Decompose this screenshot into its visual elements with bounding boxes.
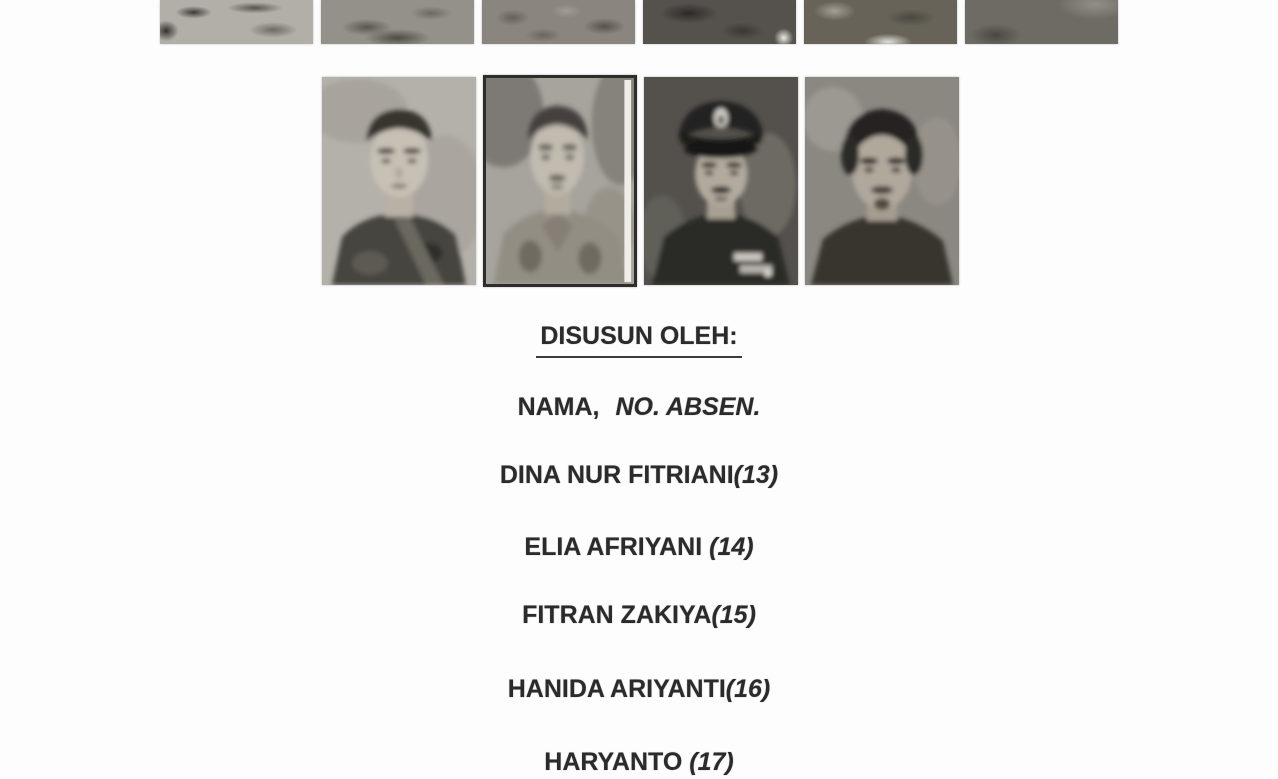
cropped-photo-5 xyxy=(804,0,957,44)
member-absen: (14) xyxy=(702,533,754,561)
portrait-photo-1 xyxy=(322,77,476,285)
member-row-3 xyxy=(0,598,1278,632)
cropped-photo-6 xyxy=(965,0,1118,44)
portrait-officer-peaked-cap-image xyxy=(644,77,798,285)
member-row-5 xyxy=(0,745,1278,779)
portrait-photo-4 xyxy=(805,77,959,285)
member-absen: (15) xyxy=(711,601,756,629)
member-row-4 xyxy=(0,672,1278,706)
subheading-no-absen-label: NO. ABSEN. xyxy=(615,393,761,421)
member-row-2 xyxy=(0,530,1278,564)
portrait-row xyxy=(322,77,959,285)
member-absen: (17) xyxy=(682,748,734,776)
cropped-photo-3 xyxy=(482,0,635,44)
subheading-nama-label: NAMA, xyxy=(517,393,600,421)
member-row-1 xyxy=(0,458,1278,492)
member-name: ELIA AFRIYANI xyxy=(524,533,703,561)
member-name: FITRAN ZAKIYA xyxy=(522,601,712,629)
portrait-officer-framed-image xyxy=(486,78,634,284)
member-name: HARYANTO xyxy=(544,748,683,776)
cropped-photo-2 xyxy=(321,0,474,44)
portrait-man-thick-hair-image xyxy=(805,77,959,285)
cropped-photo-1 xyxy=(160,0,313,44)
heading-line xyxy=(0,319,1278,358)
member-absen: (13) xyxy=(733,461,779,489)
portrait-photo-3 xyxy=(644,77,798,285)
member-absen: (16) xyxy=(725,675,771,703)
member-name: HANIDA ARIYANTI xyxy=(507,675,726,703)
portrait-photo-2 xyxy=(483,75,637,287)
cropped-photo-4 xyxy=(643,0,796,44)
member-name: DINA NUR FITRIANI xyxy=(499,461,734,489)
cropped-photo-strip xyxy=(160,0,1118,44)
portrait-soldier-flat-top-hair-image xyxy=(322,77,476,285)
subheading-line xyxy=(0,390,1278,424)
heading-disusun-oleh: DISUSUN OLEH: xyxy=(536,319,741,358)
